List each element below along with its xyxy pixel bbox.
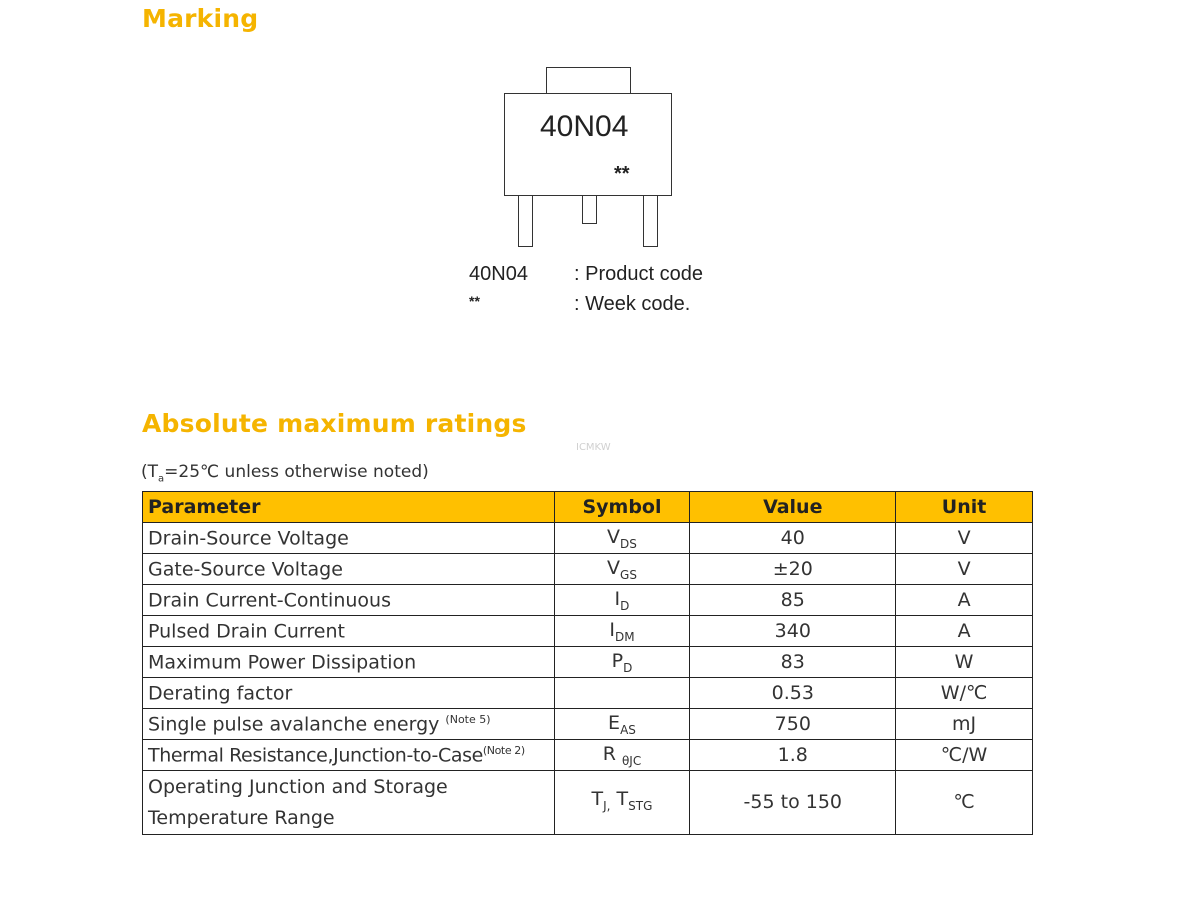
unit-cell: W/℃ bbox=[896, 678, 1033, 709]
header-parameter: Parameter bbox=[143, 492, 555, 523]
legend-value-product: : Product code bbox=[574, 263, 703, 285]
value-cell: 40 bbox=[690, 523, 896, 554]
param-cell: Derating factor bbox=[143, 678, 555, 709]
symbol-cell: $E_{AS}$ bbox=[554, 709, 690, 740]
value-cell: 83 bbox=[690, 647, 896, 678]
value-cell: -55 to 150 bbox=[690, 771, 896, 835]
param-cell: Drain-Source Voltage bbox=[143, 523, 555, 554]
table-header-row bbox=[143, 492, 1033, 523]
package-lead-middle bbox=[582, 196, 597, 224]
package-lead-right bbox=[643, 196, 658, 247]
param-cell: Maximum Power Dissipation bbox=[143, 647, 555, 678]
ratings-table bbox=[142, 491, 1033, 835]
value-cell: 1.8 bbox=[690, 740, 896, 771]
unit-cell: A bbox=[896, 585, 1033, 616]
param-cell: Thermal Resistance,Junction-to-Case$^{(Note 2)}$ bbox=[143, 740, 555, 771]
unit-cell: W bbox=[896, 647, 1033, 678]
legend-key-week: ** bbox=[469, 293, 480, 309]
value-cell: 750 bbox=[690, 709, 896, 740]
header-symbol: Symbol bbox=[554, 492, 690, 523]
package-lead-left bbox=[518, 196, 533, 247]
param-cell: Gate-Source Voltage bbox=[143, 554, 555, 585]
watermark: ICMKW bbox=[576, 442, 611, 453]
symbol-cell: $T_{J,}$ $T_{STG}$ bbox=[554, 771, 690, 835]
marking-heading: Marking bbox=[142, 4, 259, 33]
table-row bbox=[143, 647, 1033, 678]
unit-cell: V bbox=[896, 523, 1033, 554]
legend-value-week: : Week code. bbox=[574, 293, 691, 315]
symbol-cell: $V_{GS}$ bbox=[554, 554, 690, 585]
conditions-note: ($T_a=25℃$ unless otherwise noted) bbox=[141, 462, 429, 485]
package-product-code: 40N04 bbox=[540, 110, 629, 143]
unit-cell: mJ bbox=[896, 709, 1033, 740]
table-row bbox=[143, 616, 1033, 647]
unit-cell: A bbox=[896, 616, 1033, 647]
table-row bbox=[143, 678, 1033, 709]
package-body bbox=[504, 93, 672, 196]
legend-key-product: 40N04 bbox=[469, 263, 528, 285]
table-row bbox=[143, 554, 1033, 585]
table-row bbox=[143, 740, 1033, 771]
ratings-heading: Absolute maximum ratings bbox=[142, 409, 527, 438]
header-value: Value bbox=[690, 492, 896, 523]
param-cell: Operating Junction and Storage Temperature Range bbox=[143, 771, 555, 835]
table-row bbox=[143, 585, 1033, 616]
package-tab bbox=[546, 67, 631, 95]
value-cell: ±20 bbox=[690, 554, 896, 585]
value-cell: 340 bbox=[690, 616, 896, 647]
value-cell: 85 bbox=[690, 585, 896, 616]
symbol-cell: R $_{\theta JC}$ bbox=[554, 740, 690, 771]
symbol-cell: $I_{DM}$ bbox=[554, 616, 690, 647]
param-cell: Pulsed Drain Current bbox=[143, 616, 555, 647]
unit-cell: V bbox=[896, 554, 1033, 585]
unit-cell: ℃/W bbox=[896, 740, 1033, 771]
value-cell: 0.53 bbox=[690, 678, 896, 709]
table-row bbox=[143, 709, 1033, 740]
unit-cell: ℃ bbox=[896, 771, 1033, 835]
param-cell: Drain Current-Continuous bbox=[143, 585, 555, 616]
package-week-mark: ** bbox=[614, 163, 630, 185]
header-unit: Unit bbox=[896, 492, 1033, 523]
param-cell: Single pulse avalanche energy $^{(Note 5)}$ bbox=[143, 709, 555, 740]
symbol-cell: $V_{DS}$ bbox=[554, 523, 690, 554]
symbol-cell bbox=[554, 678, 690, 709]
table-row bbox=[143, 523, 1033, 554]
table-row bbox=[143, 771, 1033, 835]
symbol-cell: $P_D$ bbox=[554, 647, 690, 678]
symbol-cell: $I_D$ bbox=[554, 585, 690, 616]
